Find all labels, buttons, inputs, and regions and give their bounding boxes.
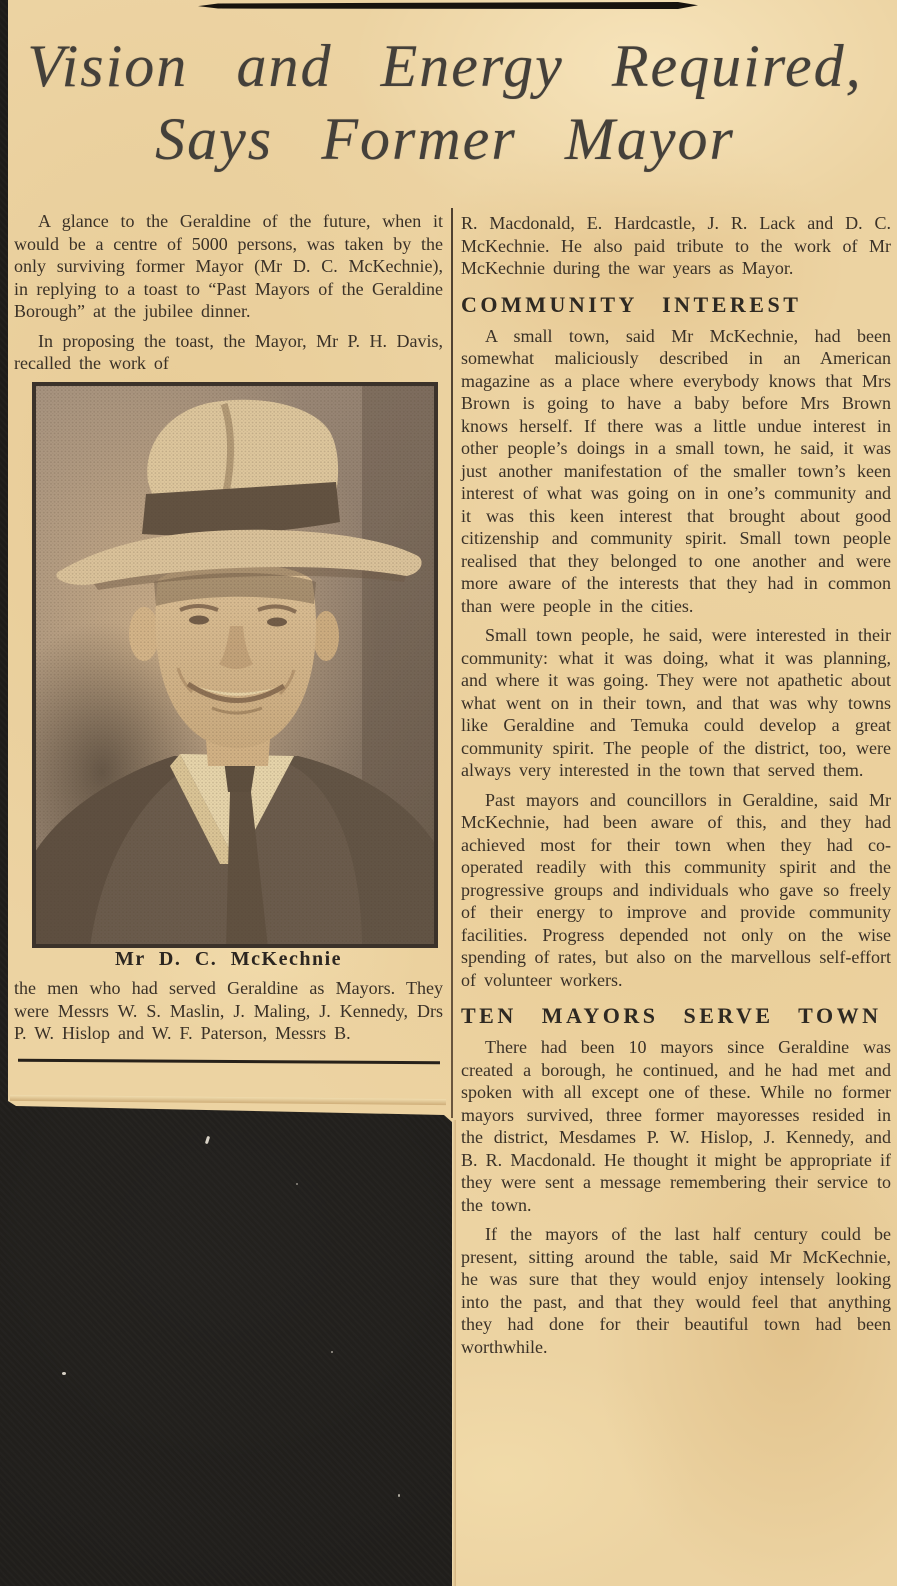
- column-divider-rule: [451, 208, 453, 1118]
- body-paragraph: Past mayors and councillors in Geraldine, said Mr McKechnie, had been aware of this, and they had achieved most for their town when they had co-operated readily with this community spirit and the progressive groups and individuals who gave so freely of their energy to improve and provide community facilities. Progress depended not only on the wise spending of rates, but also on the marvellous self-effort of volunteer workers.: [461, 789, 891, 990]
- body-paragraph: In proposing the toast, the Mayor, Mr P. H. Davis, recalled the work of: [14, 330, 443, 373]
- paper-cut-edge-right-column: [452, 1120, 456, 1586]
- body-paragraph: R. Macdonald, E. Hardcastle, J. R. Lack and D. C. McKechnie. He also paid tribute to the work of Mr McKechnie during the war years as Mayor.: [461, 213, 891, 278]
- backing-board-speck: [205, 1136, 210, 1145]
- backing-board-speck: [296, 1183, 298, 1185]
- portrait-photo: [32, 382, 438, 948]
- body-paragraph: If the mayors of the last half century could be present, sitting around the table, said Mr McKechnie, he was sure that they would enjoy intensely looking into the past, and that they would feel that anything they had done for their beautiful town had been worthwhile.: [461, 1224, 891, 1357]
- section-heading-ten-mayors: TEN MAYORS SERVE TOWN: [461, 1003, 882, 1028]
- backing-board-speck: [331, 1351, 333, 1353]
- body-paragraph: Small town people, he said, were interested in their community: what it was doing, what it was planning, and where it was going. They were not apathetic about what went on in their town, and that was why towns like Geraldine and Temuka could develop a great community spirit. The people of the district, too, were always very interested in the town that served them.: [461, 625, 891, 780]
- left-column: [14, 210, 443, 1063]
- headline-line-2: Says Former Mayor: [155, 106, 735, 172]
- headline: [0, 30, 890, 176]
- portrait-photo-illustration: [32, 382, 438, 948]
- body-paragraph: A glance to the Geraldine of the future, when it would be a centre of 5000 persons, was taken by the only surviving former Mayor (Mr D. C. McKechnie), in replying to a toast to “Past Mayors of the Geraldine Borough” at the jubilee dinner.: [14, 211, 443, 321]
- backing-board-speck: [398, 1494, 400, 1497]
- section-heading-community-interest: COMMUNITY INTEREST: [461, 291, 802, 317]
- body-paragraph: A small town, said Mr McKechnie, had been somewhat maliciously described in an American magazine as a place where everybody knows that Mrs Brown is going to have a baby before Mrs Brown knows herself. If there was a little undue interest in other people’s doings in a small town, he said, it was just another manifestation of the smaller town’s keen interest of what was going on in one’s community and it was this keen interest that brought about good citizenship and community spirit. Small town people realised that they belonged to one another and were more aware of the interests that they had in common than were people in the cities.: [461, 325, 891, 616]
- right-column: [461, 212, 891, 1365]
- body-paragraph: the men who had served Geraldine as Mayors. They were Messrs W. S. Maslin, J. Maling, J. Kennedy, Drs P. W. Hislop and W. F. Paterson, Messrs B.: [14, 978, 443, 1043]
- backing-board-speck: [62, 1372, 66, 1375]
- photo-caption: Mr D. C. McKechnie: [114, 947, 343, 970]
- body-paragraph: There had been 10 mayors since Geraldine was created a borough, he continued, and he had met and spoken with all except one of these. While no former mayors survived, three former mayoresses resided in the district, Mesdames P. W. Hislop, J. Kennedy, and B. R. Macdonald. He thought it might be appropriate if they were sent a message remembering their service to the town.: [461, 1037, 891, 1215]
- headline-line-1: Vision and Energy Required,: [27, 33, 863, 99]
